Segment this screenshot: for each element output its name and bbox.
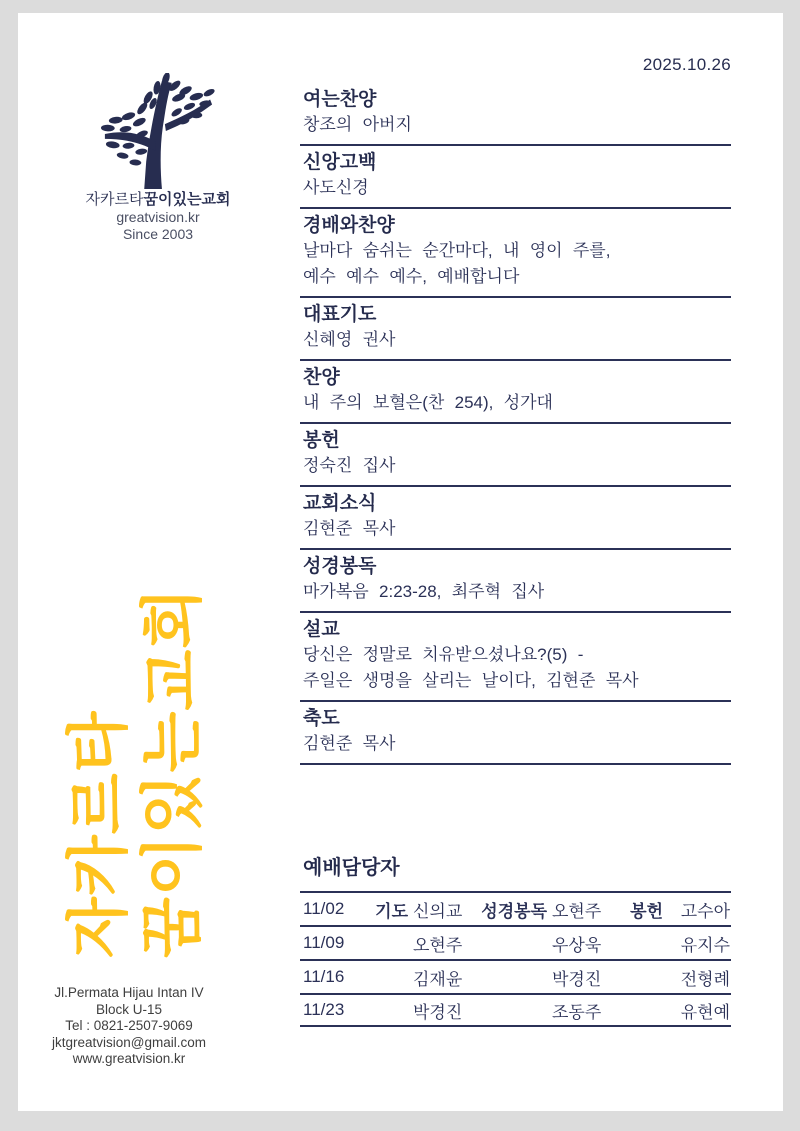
section-title: 대표기도	[303, 304, 377, 325]
worship-section-sermon	[300, 613, 731, 702]
duty-label-scripture: 성경봉독	[481, 901, 547, 921]
section-title: 봉헌	[303, 430, 340, 451]
contact-tel: Tel : 0821-2507-9069	[65, 1018, 193, 1033]
worship-section-church-news	[300, 487, 731, 550]
duty-row	[300, 891, 731, 925]
church-name-prefix: 자카르타	[85, 191, 144, 208]
section-detail: 내 주의 보혈은(찬 254), 성가대	[303, 393, 553, 412]
duty-name: 신의교	[413, 901, 463, 921]
church-name	[33, 191, 283, 209]
brand-website: greatvision.kr	[116, 209, 200, 225]
duty-row	[300, 993, 731, 1027]
duty-name: 조동주	[552, 1002, 602, 1022]
vertical-wordmark	[62, 538, 212, 958]
section-detail: 예수 예수 예수, 예배합니다	[303, 267, 520, 286]
vertical-wordmark-line1: 자카르타	[64, 710, 134, 958]
duty-label-prayer: 기도	[375, 901, 408, 921]
section-title: 성경봉독	[303, 556, 377, 577]
tree-logo-icon	[99, 73, 217, 191]
worship-section-praise	[300, 361, 731, 424]
duty-name: 오현주	[552, 901, 602, 921]
duty-name: 박경진	[552, 969, 602, 989]
section-title: 설교	[303, 619, 340, 640]
address-line1: Jl.Permata Hijau Intan IV	[54, 985, 204, 1000]
duty-row	[300, 925, 731, 959]
duty-name: 김재윤	[413, 969, 463, 989]
duty-table	[300, 856, 731, 1027]
duty-row	[300, 959, 731, 993]
duty-label-offering: 봉헌	[630, 901, 663, 921]
duty-table-title: 예배담당자	[303, 857, 400, 879]
section-detail: 주일은 생명을 살리는 날이다, 김현준 목사	[303, 671, 639, 690]
section-title: 축도	[303, 708, 340, 729]
worship-section-benediction	[300, 702, 731, 765]
section-detail: 김현준 목사	[303, 734, 396, 753]
order-of-worship	[300, 83, 731, 765]
section-detail: 당신은 정말로 치유받으셨나요?(5) -	[303, 645, 584, 664]
duty-name: 고수아	[680, 901, 730, 921]
section-detail: 창조의 아버지	[303, 115, 412, 134]
section-title: 경배와찬양	[303, 215, 395, 236]
section-title: 찬양	[303, 367, 340, 388]
bulletin-page	[18, 13, 783, 1111]
section-detail: 사도신경	[303, 178, 369, 197]
duty-name: 전형례	[680, 969, 730, 989]
duty-date: 11/02	[303, 899, 345, 918]
worship-section-representative-prayer	[300, 298, 731, 361]
section-detail: 날마다 숨쉬는 순간마다, 내 영이 주를,	[303, 241, 611, 260]
duty-name: 우상욱	[552, 935, 602, 955]
duty-date: 11/09	[303, 933, 345, 952]
vertical-wordmark-line2: 꿈이있는교회	[138, 586, 208, 958]
section-detail: 정숙진 집사	[303, 456, 396, 475]
section-detail: 김현준 목사	[303, 519, 396, 538]
section-title: 교회소식	[303, 493, 377, 514]
church-name-suffix: 꿈이있는교회	[143, 191, 231, 208]
address-line2: Block U-15	[95, 1001, 163, 1017]
brand-block	[33, 73, 283, 243]
worship-section-scripture-reading	[300, 550, 731, 613]
duty-name: 유지수	[680, 935, 730, 955]
brand-since: Since 2003	[122, 226, 194, 242]
bulletin-date: 2025.10.26	[642, 55, 731, 74]
section-detail: 신혜영 권사	[303, 330, 396, 349]
worship-section-confession	[300, 146, 731, 209]
worship-section-opening-praise	[300, 83, 731, 146]
section-detail: 마가복음 2:23-28, 최주혁 집사	[303, 582, 545, 601]
worship-section-offering	[300, 424, 731, 487]
section-title: 신앙고백	[303, 152, 377, 173]
worship-section-worship-praise	[300, 209, 731, 298]
duty-name: 박경진	[413, 1002, 463, 1022]
contact-email: jktgreatvision@gmail.com	[51, 1034, 206, 1050]
duty-date: 11/23	[303, 1000, 345, 1019]
section-title: 여는찬양	[303, 89, 377, 110]
contact-block	[18, 985, 240, 1068]
duty-name: 유현예	[680, 1002, 730, 1022]
duty-date: 11/16	[303, 967, 345, 986]
contact-web: www.greatvision.kr	[72, 1051, 186, 1066]
duty-name: 오현주	[413, 935, 463, 955]
